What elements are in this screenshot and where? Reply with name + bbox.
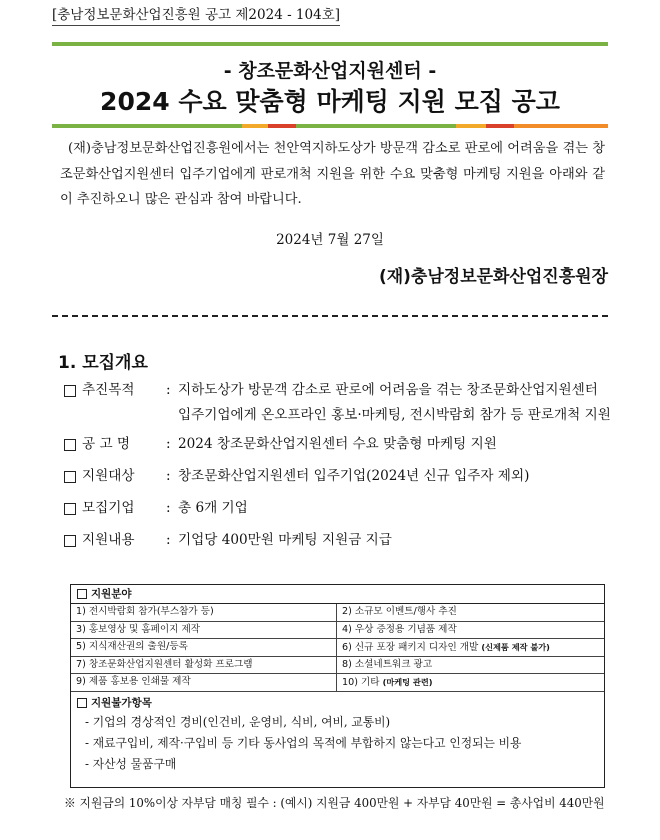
field-note: (마케팅 관련)	[382, 677, 433, 687]
checkbox-icon	[64, 503, 76, 515]
fields-title: 지원분야	[91, 588, 132, 600]
item-value: 총 6개 기업	[178, 500, 248, 516]
page-title: 2024 수요 맞춤형 마케팅 지원 모집 공고	[100, 87, 560, 116]
field-cell	[337, 657, 604, 675]
item-label: 공 고 명	[82, 436, 131, 452]
list-item: 지원내용 : 기업당 400만원 마케팅 지원금 지급	[64, 528, 614, 556]
field-cell	[337, 604, 604, 622]
item-value: 기업당 400만원 마케팅 지원금 지급	[178, 532, 392, 548]
dashed-divider	[52, 315, 608, 317]
field-text: 6) 신규 포장 패키지 디자인 개발	[342, 642, 479, 653]
item-label: 지원대상	[82, 468, 135, 484]
notice-number: [충남정보문화산업진흥원 공고 제2024 - 104호]	[52, 7, 340, 26]
field-cell: 7) 창조문화산업지원센터 활성화 프로그램	[71, 657, 337, 675]
checkbox-icon	[64, 385, 76, 397]
title-bottom-stripe	[52, 124, 608, 128]
field-note: (신제품 제작 불가)	[481, 642, 550, 652]
section-title: 1. 모집개요	[58, 353, 148, 373]
issuer-name: (재)충남정보문화산업진흥원장	[378, 267, 608, 287]
list-item: 추진목적 : 지하도상가 방문객 감소로 판로에 어려움을 겪는 창조문화산업지원센터 입주기업에게 온오프라인 홍보·마케팅, 전시박람회 참가 등 판로개척 지원	[64, 378, 614, 428]
intro-paragraph: (재)충남정보문화산업진흥원에서는 천안역지하도상가 방문객 감소로 판로에 어려움을 겪는 창조문화산업지원센터 입주기업에게 판로개척 지원을 위한 수요 맞춤형 마케팅 지원을 아래와 같이 추진하오니 많은 관심과 참여 바랍니다.	[60, 141, 605, 207]
field-cell: 5) 지식재산권의 출원/등록	[71, 639, 337, 657]
field-cell	[337, 639, 604, 657]
overview-list	[64, 378, 614, 560]
checkbox-icon	[77, 698, 87, 708]
field-text: 2) 소규모 이벤트/행사 추진	[342, 606, 457, 617]
exclusion-item: - 재료구입비, 제작·구입비 등 기타 동사업의 목적에 부합하지 않는다고 인정되는 비용	[85, 735, 522, 750]
field-cell	[337, 674, 604, 692]
field-cell: 3) 홍보영상 및 홈페이지 제작	[71, 622, 337, 640]
item-value: 지하도상가 방문객 감소로 판로에 어려움을 겪는 창조문화산업지원센터 입주기업에게 온오프라인 홍보·마케팅, 전시박람회 참가 등 판로개척 지원	[178, 382, 611, 423]
checkbox-icon	[64, 535, 76, 547]
field-text: 4) 우상 증정용 기념품 제작	[342, 623, 457, 635]
list-item: 모집기업 : 총 6개 기업	[64, 496, 614, 524]
exclusion-item: - 기업의 경상적인 경비(인건비, 운영비, 식비, 여비, 교통비)	[85, 714, 391, 729]
footnote: ※ 지원금의 10%이상 자부담 매칭 필수 : (예시) 지원금 400만원 + 자부담 40만원 = 총사업비 440만원	[64, 796, 605, 810]
item-value: 창조문화산업지원센터 입주기업(2024년 신규 입주자 제외)	[178, 468, 530, 484]
page-subtitle: - 창조문화산업지원센터 -	[223, 60, 437, 82]
title-top-stripe	[52, 42, 608, 46]
checkbox-icon	[77, 589, 87, 599]
field-text: 10) 기타	[342, 677, 380, 688]
fields-grid	[71, 604, 604, 692]
field-text: 8) 소셜네트워크 광고	[342, 658, 433, 670]
exclusions-title: 지원불가항목	[91, 696, 152, 709]
exclusion-item: - 자산성 물품구매	[85, 756, 177, 771]
item-label: 모집기업	[82, 500, 135, 516]
exclusions-heading	[71, 694, 604, 712]
fields-heading	[71, 585, 604, 604]
checkbox-icon	[64, 471, 76, 483]
list-item: 지원대상 : 창조문화산업지원센터 입주기업(2024년 신규 입주자 제외)	[64, 464, 614, 492]
exclusions-list	[71, 712, 604, 775]
field-cell	[337, 622, 604, 640]
list-item: 공 고 명 : 2024 창조문화산업지원센터 수요 맞춤형 마케팅 지원	[64, 432, 614, 460]
item-value: 2024 창조문화산업지원센터 수요 맞춤형 마케팅 지원	[178, 436, 497, 452]
announcement-date: 2024년 7월 27일	[276, 232, 384, 248]
checkbox-icon	[64, 439, 76, 451]
support-info-box	[70, 584, 605, 788]
field-cell: 1) 전시박람회 참가(부스참가 등)	[71, 604, 337, 622]
field-cell: 9) 제품 홍보용 인쇄물 제작	[71, 674, 337, 692]
item-label: 지원내용	[82, 532, 135, 548]
item-label: 추진목적	[82, 382, 135, 398]
